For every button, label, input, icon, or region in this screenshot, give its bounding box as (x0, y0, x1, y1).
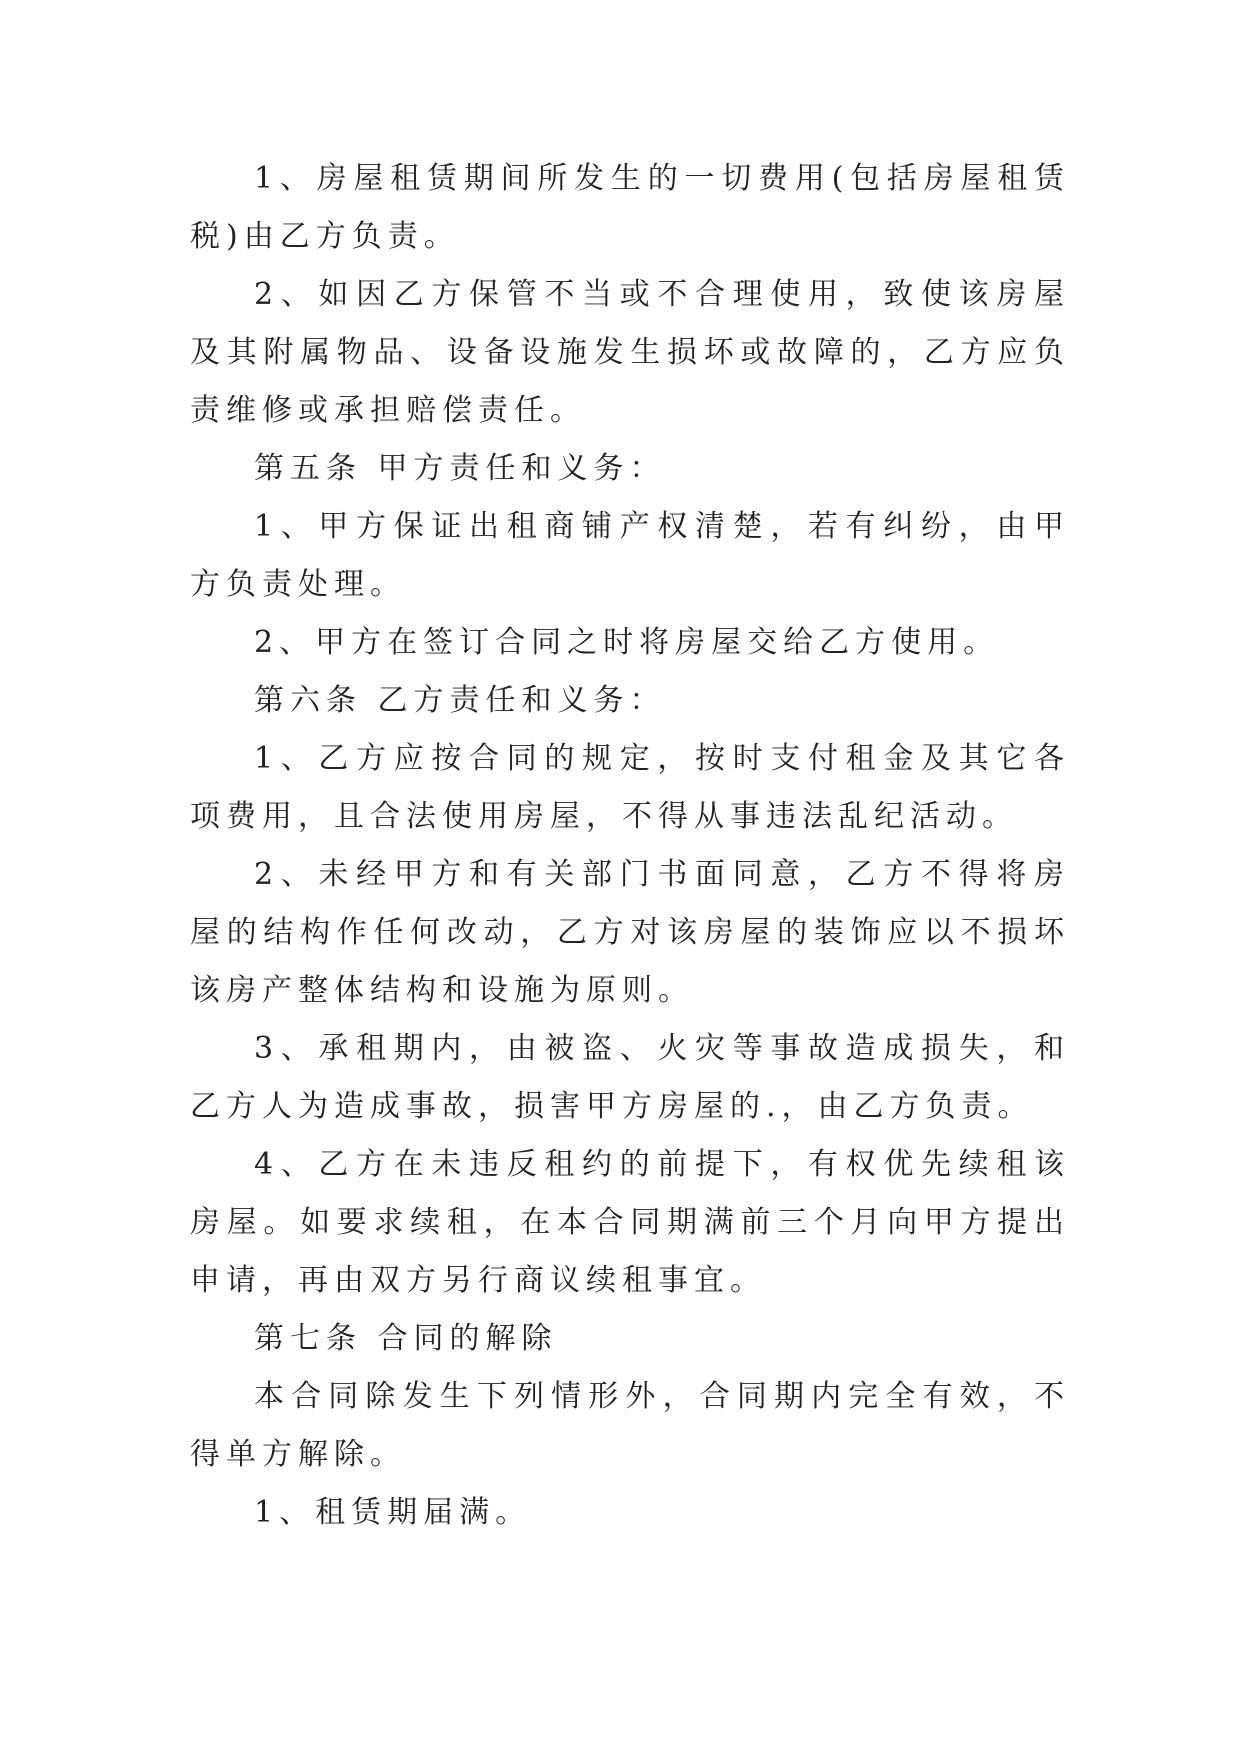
paragraph-2: 2、如因乙方保管不当或不合理使用，致使该房屋及其附属物品、设备设施发生损坏或故障的，乙方应负责维修或承担赔偿责任。 (190, 277, 1070, 428)
paragraph-10: 1、租赁期届满。 (254, 1495, 532, 1530)
section-heading-6: 第六条 乙方责任和义务： (254, 683, 666, 718)
paragraph-6: 2、未经甲方和有关部门书面同意，乙方不得将房屋的结构作任何改动，乙方对该房屋的装饰应以不损坏该房产整体结构和设施为原则。 (190, 857, 1070, 1008)
document-body (190, 150, 1070, 1542)
paragraph-1: 1、房屋租赁期间所发生的一切费用(包括房屋租赁税)由乙方负责。 (190, 161, 1070, 254)
paragraph-8: 4、乙方在未违反租约的前提下，有权优先续租该房屋。如要求续租，在本合同期满前三个月向甲方提出申请，再由双方另行商议续租事宜。 (190, 1147, 1070, 1298)
paragraph-4: 2、甲方在签订合同之时将房屋交给乙方使用。 (254, 625, 1000, 660)
paragraph-5: 1、乙方应按合同的规定，按时支付租金及其它各项费用，且合法使用房屋，不得从事违法乱纪活动。 (190, 741, 1070, 834)
section-heading-7: 第七条 合同的解除 (254, 1321, 558, 1356)
paragraph-7: 3、承租期内，由被盗、火灾等事故造成损失，和乙方人为造成事故，损害甲方房屋的.，由乙方负责。 (190, 1031, 1070, 1124)
paragraph-9: 本合同除发生下列情形外，合同期内完全有效，不得单方解除。 (190, 1379, 1070, 1472)
paragraph-3: 1、甲方保证出租商铺产权清楚，若有纠纷，由甲方负责处理。 (190, 509, 1070, 602)
section-heading-5: 第五条 甲方责任和义务： (254, 451, 666, 486)
